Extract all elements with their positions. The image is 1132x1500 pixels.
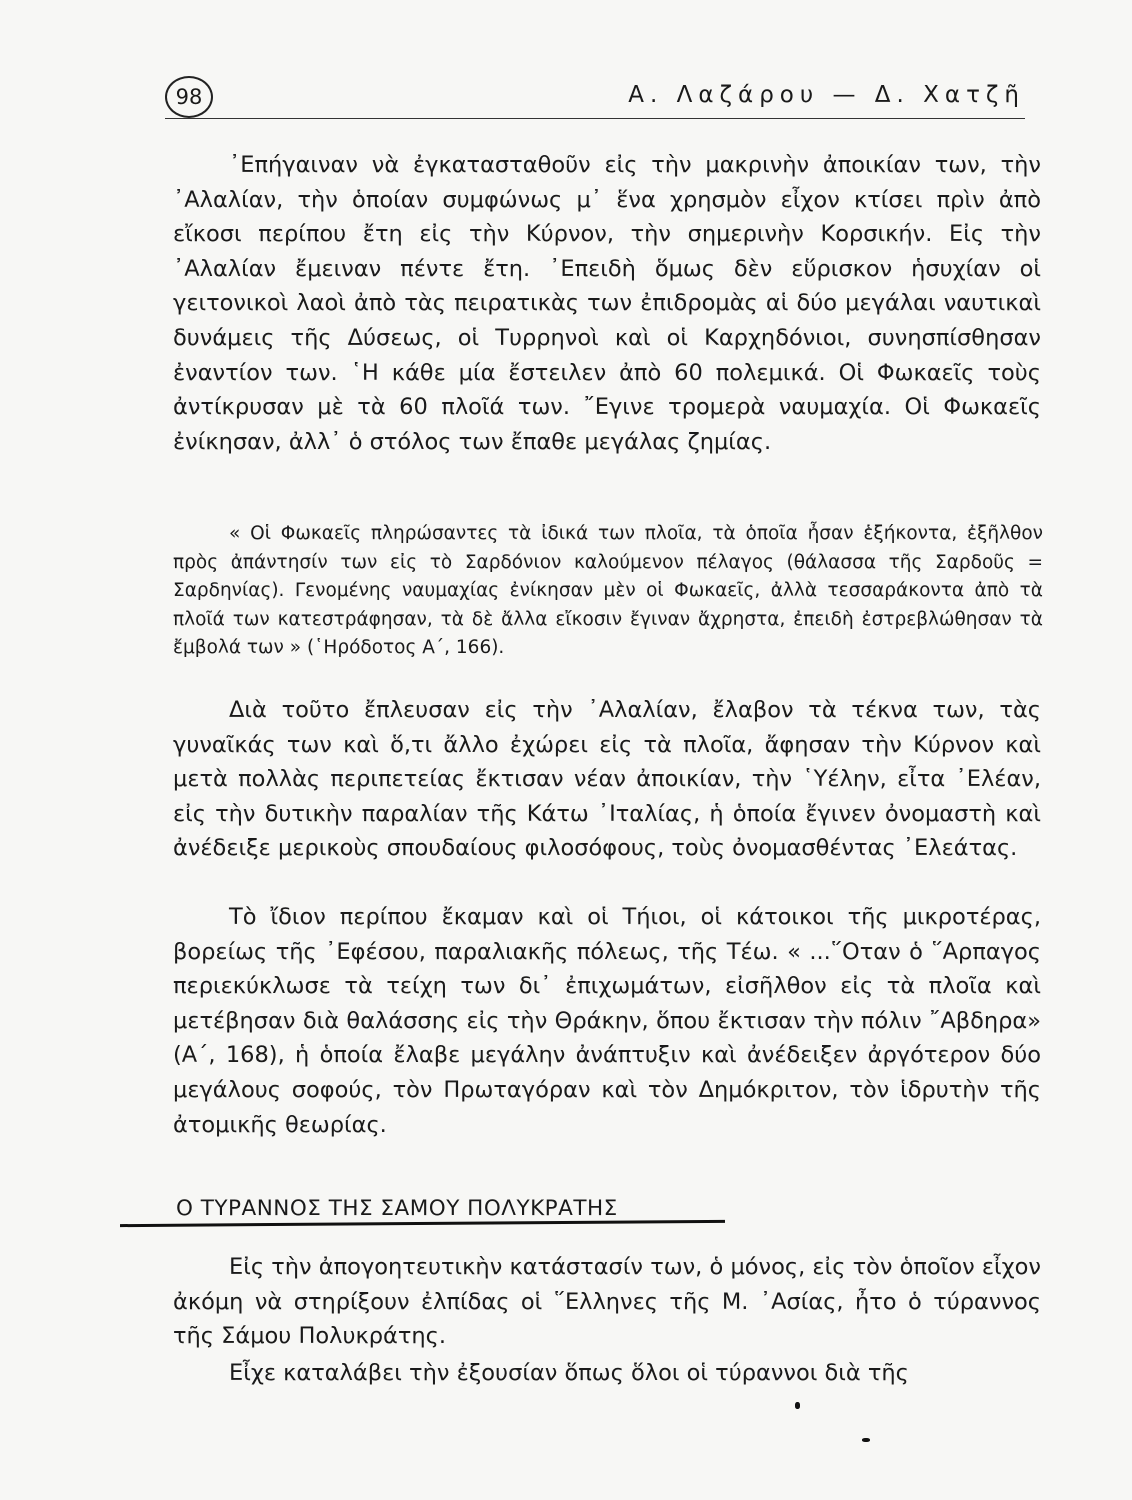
herodotus-quote: « Οἱ Φωκαεῖς πληρώσαντες τὰ ἰδικά των πλοῖα, τὰ ὁποῖα ἦσαν ἑξήκοντα, ἐξῆλθον πρὸς ἀπάντησίν των εἰς τὸ Σαρδόνιον καλούμενον πέλαγος (θάλασσα τῆς Σαρδοῦς = Σαρδηνίας). Γενομένης ναυμαχίας ἐνίκησαν μὲν οἱ Φωκαεῖς, ἀλλὰ τεσσαράκοντα ἀπὸ τὰ πλοῖά των κατεστράφησαν, τὰ δὲ ἄλλα εἴκοσιν ἔγιναν ἄχρηστα, ἐπειδὴ ἐστρεβλώθησαν τὰ ἔμβολά των » (῾Ηρόδοτος Α΄, 166). xyxy=(173,523,1043,658)
paragraph-3: Τὸ ἴδιον περίπου ἔκαμαν καὶ οἱ Τήιοι, οἱ κάτοικοι τῆς μικροτέρας, βορείως τῆς ᾿Εφέσου, παραλιακῆς πόλεως, τῆς Τέω. « ...῞Οταν ὁ ῞Αρπαγος περιεκύκλωσε τὰ τείχη των δι᾿ ἐπιχωμάτων, εἰσῆλθον εἰς τὰ πλοῖα καὶ μετέβησαν διὰ θαλάσσης εἰς τὴν Θράκην, ὅπου ἔκτισαν τὴν πόλιν ῎Αβδηρα» (Α΄, 168), ἡ ὁποία ἔλαβε μεγάλην ἀνάπτυξιν καὶ ἀνέδειξεν ἀργότερον δύο μεγάλους σοφούς, τὸν Πρωταγόραν καὶ τὸν Δημόκριτον, τὸν ἱδρυτὴν τῆς ἀτομικῆς θεωρίας. xyxy=(173,904,1041,1138)
paragraph-4: Εἰς τὴν ἀπογοητευτικὴν κατάστασίν των, ὁ μόνος, εἰς τὸν ὁποῖον εἶχον ἀκόμη νὰ στηρίξουν ἐλπίδας οἱ ῞Ελληνες τῆς Μ. ᾿Ασίας, ἦτο ὁ τύραννος τῆς Σάμου Πολυκράτης. xyxy=(173,1254,1041,1350)
page-header xyxy=(165,74,1033,118)
paragraph-5: Εἶχε καταλάβει τὴν ἐξουσίαν ὅπως ὅλοι οἱ τύραννοι διὰ τῆς xyxy=(229,1360,909,1386)
section-heading: Ο ΤΥΡΑΝΝΟΣ ΤΗΣ ΣΑΜΟΥ ΠΟΛΥΚΡΑΤΗΣ xyxy=(176,1196,618,1221)
paragraph-1: ᾿Επήγαιναν νὰ ἐγκατασταθοῦν εἰς τὴν μακρινὴν ἀποικίαν των, τὴν ᾿Αλαλίαν, τὴν ὁποίαν συμφώνως μ᾿ ἕνα χρησμὸν εἶχον κτίσει πρὶν ἀπὸ εἴκοσι περίπου ἔτη εἰς τὴν Κύρνον, τὴν σημερινὴν Κορσικήν. Εἰς τὴν ᾿Αλαλίαν ἔμειναν πέντε ἔτη. ᾿Επειδὴ ὅμως δὲν εὕρισκον ἡσυχίαν οἱ γειτονικοὶ λαοὶ ἀπὸ τὰς πειρατικὰς των ἐπιδρομὰς αἱ δύο μεγάλαι ναυτικαὶ δυνάμεις τῆς Δύσεως, οἱ Τυρρηνοὶ καὶ οἱ Καρχηδόνιοι, συνησπίσθησαν ἐναντίον των. ῾Η κάθε μία ἔστειλεν ἀπὸ 60 πολεμικά. Οἱ Φωκαεῖς τοὺς ἀντίκρυσαν μὲ τὰ 60 πλοῖά των. ῎Εγινε τρομερὰ ναυμαχία. Οἱ Φωκαεῖς ἐνίκησαν, ἀλλ᾿ ὁ στόλος των ἔπαθε μεγάλας ζημίας. xyxy=(173,152,1041,455)
page-number: 98 xyxy=(165,76,213,118)
running-head: Α. Λαζάρου — Δ. Χατζῆ xyxy=(628,82,1025,108)
header-rule xyxy=(165,118,1025,119)
paragraph-2: Διὰ τοῦτο ἔπλευσαν εἰς τὴν ᾿Αλαλίαν, ἔλαβον τὰ τέκνα των, τὰς γυναῖκάς των καὶ ὅ,τι ἄλλο ἐχώρει εἰς τὰ πλοῖα, ἄφησαν τὴν Κύρνον καὶ μετὰ πολλὰς περιπετείας ἔκτισαν νέαν ἀποικίαν, τὴν ῾Υέλην, εἶτα ᾿Ελέαν, εἰς τὴν δυτικὴν παραλίαν τῆς Κάτω ᾿Ιταλίας, ἡ ὁποία ἔγινεν ὀνομαστὴ καὶ ἀνέδειξε μερικοὺς σπουδαίους φιλοσόφους, τοὺς ὀνομασθέντας ᾿Ελεάτας. xyxy=(173,697,1041,862)
ink-speck xyxy=(862,1438,870,1442)
ink-speck xyxy=(795,1402,800,1409)
